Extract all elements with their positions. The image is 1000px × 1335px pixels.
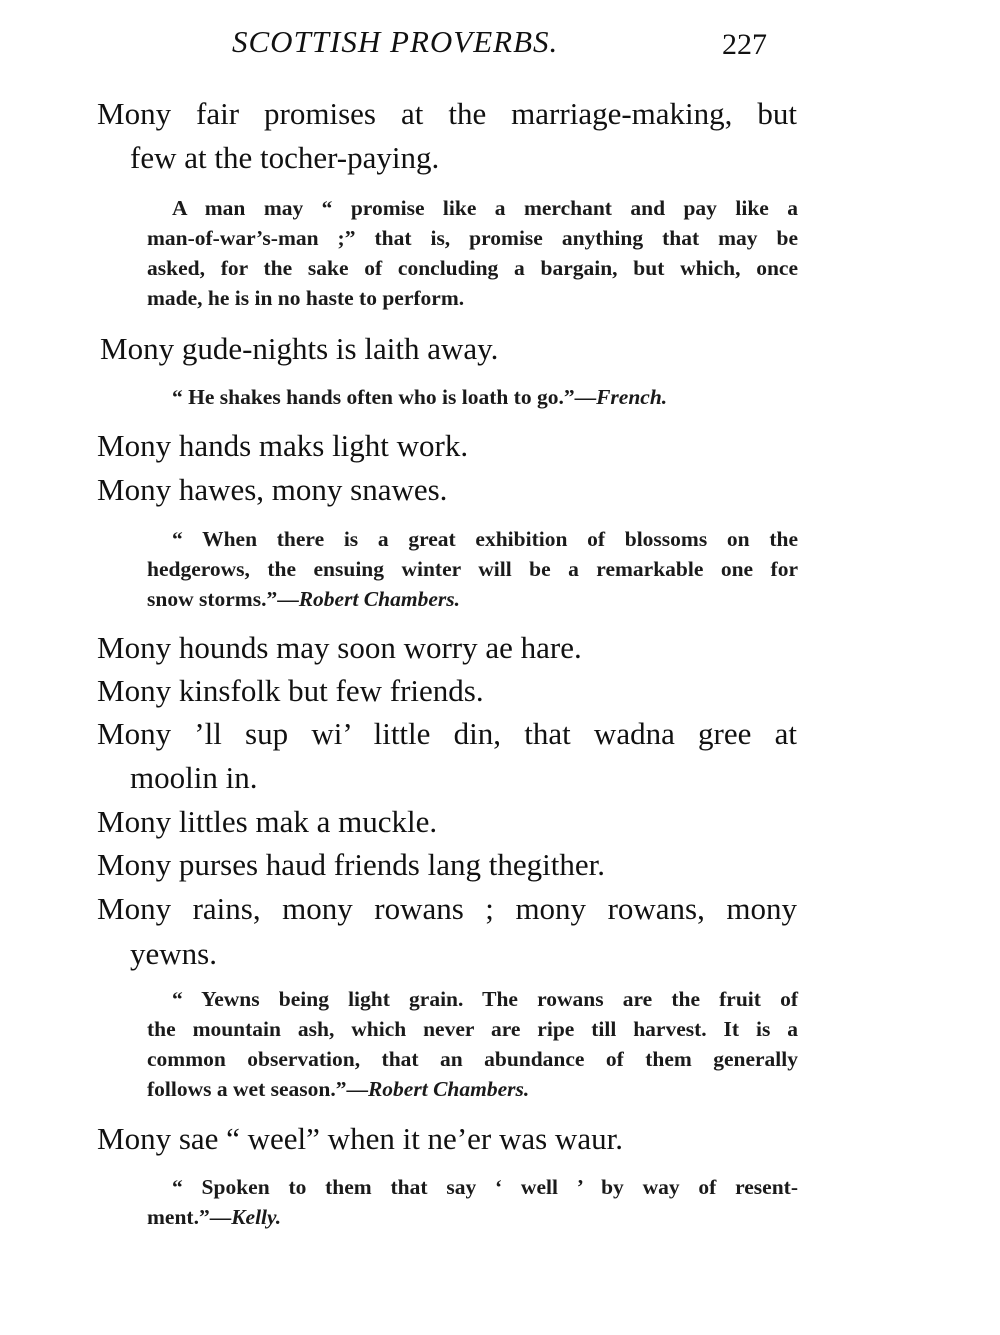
note-line: hedgerows, the ensuing winter will be a remarkable one for — [147, 557, 798, 581]
proverb-line: Mony purses haud friends lang thegither. — [97, 847, 605, 882]
proverb-line: Mony rains, mony rowans ; mony rowans, mony — [97, 891, 797, 926]
proverb-line: yewns. — [130, 936, 217, 971]
proverb-line: moolin in. — [130, 760, 258, 795]
proverb-line: few at the tocher-paying. — [130, 140, 440, 175]
note-line: snow storms.”—Robert Chambers. — [147, 587, 460, 611]
proverb-line: Mony hawes, mony snawes. — [97, 472, 448, 507]
note-line: “ When there is a great exhibition of blossoms on the — [172, 527, 798, 551]
note-line: “ Spoken to them that say ‘ well ’ by way of resent- — [172, 1175, 798, 1199]
note-line: common observation, that an abundance of them generally — [147, 1047, 798, 1071]
note-line: ment.”—Kelly. — [147, 1205, 282, 1229]
proverb-line: Mony sae “ weel” when it ne’er was waur. — [97, 1121, 623, 1156]
note-line: “ Yewns being light grain. The rowans are the fruit of — [172, 987, 798, 1011]
page-number: 227 — [722, 28, 767, 61]
proverb-line: Mony hounds may soon worry ae hare. — [97, 630, 582, 665]
note-source: Kelly. — [231, 1205, 282, 1229]
proverb-line: Mony littles mak a muckle. — [97, 804, 438, 839]
proverb-line: Mony hands maks light work. — [97, 428, 469, 463]
note-source: Robert Chambers. — [367, 1077, 530, 1101]
note-line: man-of-war’s-man ;” that is, promise anything that may be — [147, 226, 798, 250]
note-line: the mountain ash, which never are ripe till harvest. It is a — [147, 1017, 798, 1041]
note-line: made, he is in no haste to perform. — [147, 286, 465, 310]
note-source: Robert Chambers. — [298, 587, 460, 611]
proverb-line: Mony gude-nights is laith away. — [100, 331, 499, 366]
running-header-title: SCOTTISH PROVERBS. — [232, 24, 559, 59]
note-line: follows a wet season.”—Robert Chambers. — [147, 1077, 530, 1101]
proverb-line: Mony fair promises at the marriage-making, but — [97, 96, 797, 131]
note-line: A man may “ promise like a merchant and pay like a — [172, 196, 798, 220]
note-line: asked, for the sake of concluding a bargain, but which, once — [147, 256, 798, 280]
note-source: French. — [596, 385, 668, 409]
note-line: “ He shakes hands often who is loath to go.”—French. — [172, 385, 668, 409]
proverb-line: Mony kinsfolk but few friends. — [97, 673, 484, 708]
proverb-line: Mony ’ll sup wi’ little din, that wadna gree at — [97, 716, 797, 751]
